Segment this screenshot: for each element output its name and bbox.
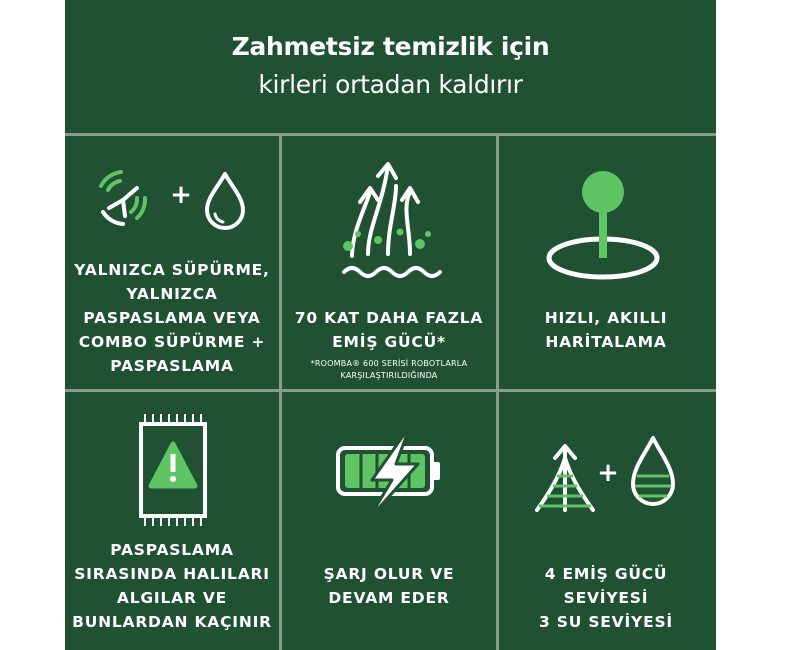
title-line-1: Zahmetsiz temizlik için xyxy=(231,32,550,61)
plus-sign: + xyxy=(170,180,192,210)
feature-cell-rug-detect xyxy=(65,392,279,642)
feature-line: DEVAM EDER xyxy=(328,589,450,607)
feature-line: ŞARJ OLUR VE xyxy=(323,565,455,583)
feature-cell-recharge xyxy=(282,392,496,642)
rug-warning-icon xyxy=(65,392,279,542)
feature-line: SEVİYESİ xyxy=(563,589,649,607)
feature-line: 3 SU SEVİYESİ xyxy=(539,613,673,631)
map-pin-icon xyxy=(499,136,713,286)
feature-line: YALNIZCA SÜPÜRME, xyxy=(74,261,270,279)
feature-text-sweep-mop xyxy=(65,258,279,378)
feature-cell-suction xyxy=(282,136,496,386)
header xyxy=(65,0,716,133)
feature-line: 4 EMİŞ GÜCÜ xyxy=(544,565,668,583)
feature-line: YALNIZCA xyxy=(126,285,218,303)
feature-text-mapping xyxy=(499,306,713,354)
suction-arrows-icon xyxy=(282,136,496,296)
feature-text-levels xyxy=(499,562,713,634)
feature-text-suction xyxy=(282,306,496,354)
feature-line: 70 KAT DAHA FAZLA xyxy=(294,309,484,327)
feature-line: PASPASLAMA xyxy=(110,357,234,375)
suction-footnote xyxy=(282,358,496,382)
feature-line: COMBO SÜPÜRME + xyxy=(78,333,266,351)
feature-cell-levels xyxy=(499,392,713,642)
footnote-line: KARŞILAŞTIRILDIĞINDA xyxy=(340,371,438,380)
feature-line: PASPASLAMA VEYA xyxy=(83,309,261,327)
feature-panel xyxy=(65,0,716,650)
plus-sign: + xyxy=(597,458,619,488)
feature-line: SIRASINDA HALILARI xyxy=(74,565,270,583)
feature-line: HIZLI, AKILLI xyxy=(544,309,668,327)
feature-line: PASPASLAMA xyxy=(110,541,234,559)
feature-cell-mapping xyxy=(499,136,713,386)
battery-charging-icon xyxy=(282,392,496,542)
feature-line: HARİTALAMA xyxy=(545,333,667,351)
feature-line: BUNLARDAN KAÇINIR xyxy=(72,613,272,631)
footnote-line: *ROOMBA® 600 SERİSİ ROBOTLARLA xyxy=(310,359,468,368)
feature-cell-sweep-mop xyxy=(65,136,279,386)
feature-line: EMİŞ GÜCÜ* xyxy=(332,333,446,351)
feature-text-recharge xyxy=(282,562,496,610)
title-line-2: kirleri ortadan kaldırır xyxy=(258,70,523,99)
feature-text-rug-detect xyxy=(65,538,279,634)
feature-line: ALGILAR VE xyxy=(116,589,228,607)
